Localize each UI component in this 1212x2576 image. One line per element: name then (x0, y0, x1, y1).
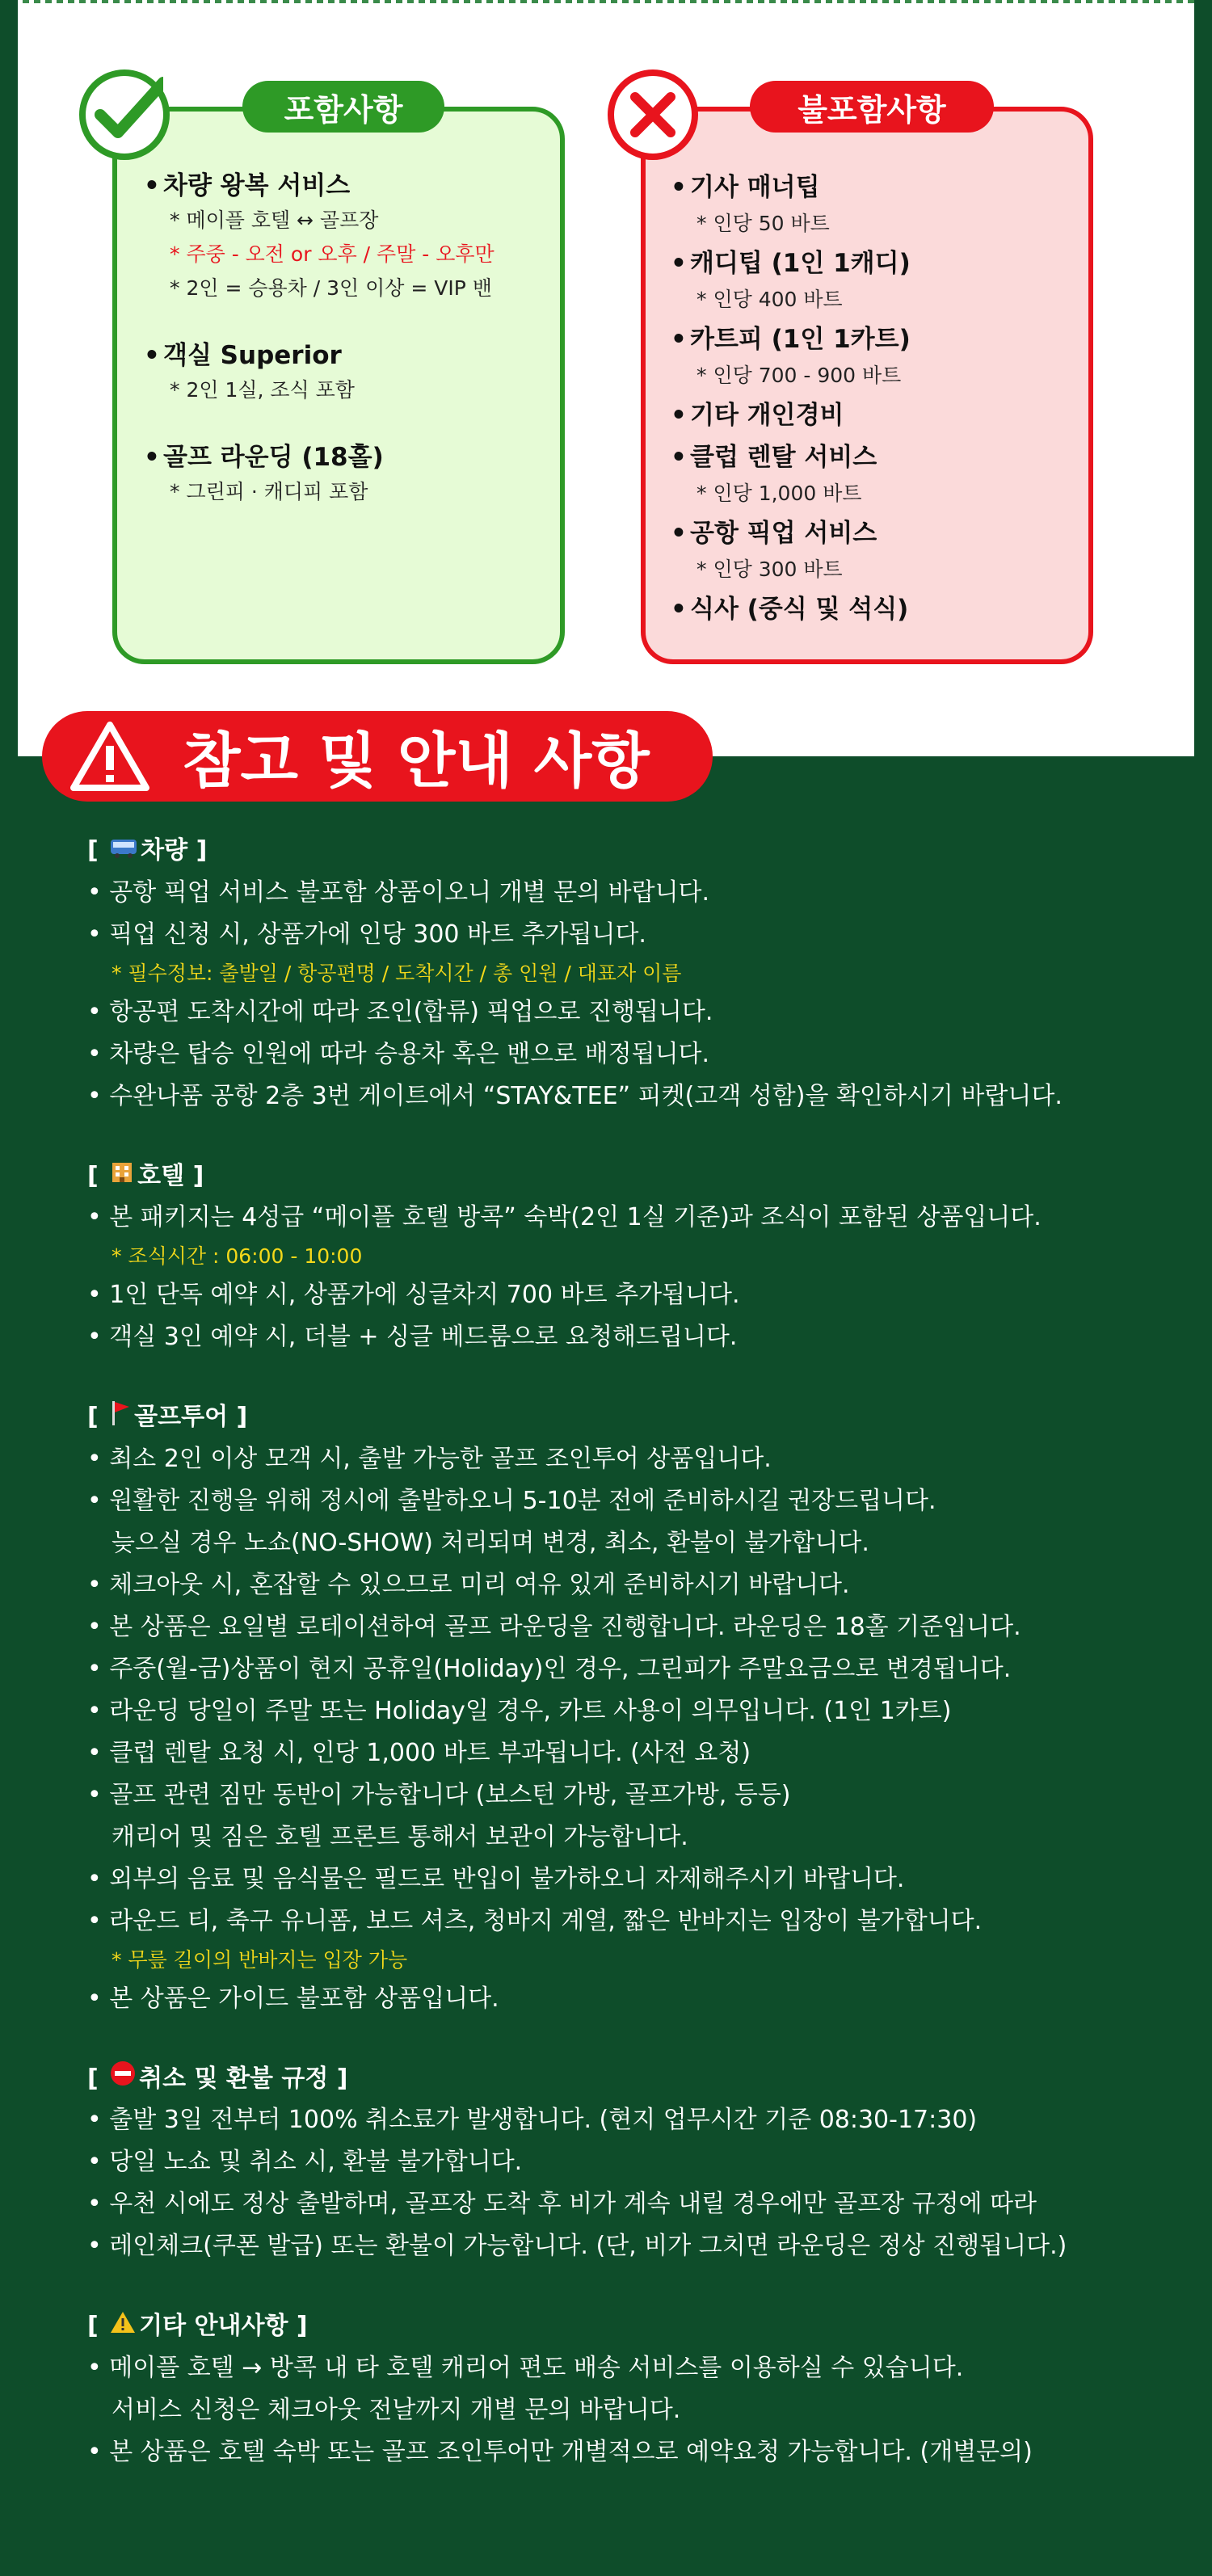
excluded-item (671, 396, 1042, 435)
hotel-icon (110, 1156, 134, 1197)
notice-line: • 골프 관련 짐만 동반이 가능합니다 (보스턴 가방, 골프가방, 등등) (87, 1780, 791, 1809)
included-item-detail: * 주중 - 오전 or 오후 / 주말 - 오후만 (170, 242, 494, 266)
included-item (144, 168, 548, 305)
included-item-detail: * 그린피 · 캐디피 포함 (170, 480, 368, 503)
section-gap (87, 2267, 1186, 2306)
banner-title: 참고 및 안내 사항 (183, 726, 650, 796)
notice-line: • 메이플 호텔 → 방콕 내 타 호텔 캐리어 편도 배송 서비스를 이용하실 수 있습니다. (87, 2353, 964, 2382)
excluded-list (671, 168, 1042, 632)
notice-line-continued: 서비스 신청은 체크아웃 전날까지 개별 문의 바랍니다. (112, 2395, 681, 2424)
check-icon (79, 69, 170, 160)
notice-note: * 무릎 길이의 반바지는 입장 가능 (112, 1947, 408, 1972)
notice-line: • 차량은 탑승 인원에 따라 승용차 혹은 밴으로 배정됩니다. (87, 1039, 710, 1068)
included-item-label: 차량 왕복 서비스 (163, 171, 351, 200)
warning-icon (110, 2307, 136, 2347)
included-item-detail: * 2인 1실, 조식 포함 (170, 378, 355, 402)
included-item (144, 440, 548, 509)
excluded-item-detail: * 인당 400 바트 (696, 288, 843, 311)
notice-note: * 조식시간 : 06:00 - 10:00 (112, 1244, 363, 1268)
no-entry-icon (110, 2059, 136, 2099)
flag-icon (110, 1398, 131, 1438)
right-edge (1194, 0, 1212, 756)
notice-line: • 라운딩 당일이 주말 또는 Holiday일 경우, 카트 사용이 의무입니다. (1인 1카트) (87, 1696, 952, 1725)
bullet: • (144, 341, 160, 370)
section-gap (87, 1118, 1186, 1156)
excluded-item-label: 기타 개인경비 (690, 401, 844, 430)
notice-line: • 픽업 신청 시, 상품가에 인당 300 바트 추가됩니다. (87, 920, 646, 949)
included-item-detail: * 메이플 호텔 ↔ 골프장 (170, 208, 379, 232)
excluded-item (671, 320, 1042, 393)
notice-line-continued: 캐리어 및 짐은 호텔 프론트 통해서 보관이 가능합니다. (112, 1822, 688, 1851)
warning-icon (69, 720, 150, 793)
bus-icon (110, 831, 137, 872)
bullet: • (144, 171, 160, 200)
notice-line: • 당일 노쇼 및 취소 시, 환불 불가합니다. (87, 2148, 523, 2176)
bullet: • (671, 325, 687, 354)
bracket-close: ] (288, 2312, 308, 2340)
section-title-label: 취소 및 환불 규정 (139, 2064, 329, 2093)
excluded-item-title (671, 514, 1042, 553)
notice-line: • 외부의 음료 및 음식물은 필드로 반입이 불가하오니 자제해주시기 바랍니다. (87, 1864, 905, 1893)
left-edge (0, 0, 18, 756)
notice-line: • 체크아웃 시, 혼잡할 수 있으므로 미리 여유 있게 준비하시기 바랍니다. (87, 1570, 850, 1599)
notice-line: • 본 상품은 가이드 불포함 상품입니다. (87, 1984, 499, 2013)
excluded-item (671, 168, 1042, 241)
section-title (87, 1156, 1186, 1198)
notice-line: • 수완나품 공항 2층 3번 게이트에서 “STAY&TEE” 피켓(고객 성함)을 확인하시기 바랍니다. (87, 1081, 1063, 1110)
notice-note: * 필수정보: 출발일 / 항공편명 / 도착시간 / 총 인원 / 대표자 이름 (112, 961, 682, 985)
section-title-label: 차량 (141, 836, 188, 865)
bracket-open: [ (87, 1403, 107, 1431)
excluded-item-title (671, 396, 1042, 435)
excluded-item-title (671, 590, 1042, 629)
bullet: • (671, 595, 687, 624)
excluded-item-title (671, 438, 1042, 477)
bullet: • (144, 443, 160, 472)
notice-line: • 객실 3인 예약 시, 더블 + 싱글 베드룸으로 요청해드립니다. (87, 1323, 738, 1351)
notice-line: • 레인체크(쿠폰 발급) 또는 환불이 가능합니다. (단, 비가 그치면 라운딩은 정상 진행됩니다.) (87, 2232, 1067, 2260)
notice-line: • 본 상품은 호텔 숙박 또는 골프 조인투어만 개별적으로 예약요청 가능합니다. (개별문의) (87, 2437, 1033, 2466)
excluded-item-label: 캐디팁 (1인 1캐디) (690, 249, 911, 278)
bullet: • (671, 519, 687, 548)
section-title (87, 2306, 1186, 2347)
excluded-item-title (671, 244, 1042, 283)
bracket-open: [ (87, 2312, 107, 2340)
excluded-item-label: 기사 매너팁 (690, 173, 820, 202)
included-list (144, 168, 548, 541)
excluded-badge: 불포함사항 (750, 81, 994, 133)
excluded-item-label: 클럽 렌탈 서비스 (690, 443, 877, 472)
included-item-detail: * 2인 = 승용차 / 3인 이상 = VIP 밴 (170, 276, 492, 300)
section-title (87, 831, 1186, 872)
excluded-item-detail: * 인당 300 바트 (696, 558, 843, 581)
excluded-item (671, 438, 1042, 511)
notice-line: • 우천 시에도 정상 출발하며, 골프장 도착 후 비가 계속 내릴 경우에만 골프장 규정에 따라 (87, 2190, 1037, 2218)
bullet: • (671, 401, 687, 430)
excluded-item-label: 식사 (중식 및 석식) (690, 595, 909, 624)
notice-line: • 최소 2인 이상 모객 시, 출발 가능한 골프 조인투어 상품입니다. (87, 1444, 772, 1473)
top-border (0, 0, 1212, 3)
notice-line: • 주중(월-금)상품이 현지 공휴일(Holiday)인 경우, 그린피가 주말요금으로 변경됩니다. (87, 1654, 1012, 1683)
bullet: • (671, 173, 687, 202)
notice-line: • 본 패키지는 4성급 “메이플 호텔 방콕” 숙박(2인 1실 기준)과 조식이 포함된 상품입니다. (87, 1203, 1042, 1231)
x-icon (608, 69, 698, 160)
bracket-close: ] (228, 1403, 248, 1431)
excluded-item (671, 244, 1042, 317)
section-title-label: 골프투어 (134, 1403, 229, 1431)
included-item-title (144, 168, 548, 204)
included-item-label: 골프 라운딩 (18홀) (163, 443, 384, 472)
bracket-close: ] (328, 2064, 348, 2093)
notice-line: • 라운드 티, 축구 유니폼, 보드 셔츠, 청바지 계열, 짧은 반바지는 입장이 불가합니다. (87, 1906, 983, 1935)
bracket-open: [ (87, 1161, 107, 1190)
excluded-item-label: 카트피 (1인 1카트) (690, 325, 911, 354)
section-title-label: 호텔 (137, 1161, 185, 1190)
excluded-item-detail: * 인당 700 - 900 바트 (696, 364, 902, 387)
excluded-item-title (671, 320, 1042, 359)
top-section (0, 0, 1212, 756)
excluded-item-detail: * 인당 1,000 바트 (696, 482, 862, 505)
bracket-open: [ (87, 2064, 107, 2093)
section-gap (87, 1358, 1186, 1397)
bullet: • (671, 443, 687, 472)
notice-line: • 본 상품은 요일별 로테이션하여 골프 라운딩을 진행합니다. 라운딩은 18홀 기준입니다. (87, 1612, 1021, 1641)
notice-line: • 1인 단독 예약 시, 상품가에 싱글차지 700 바트 추가됩니다. (87, 1281, 740, 1309)
bracket-close: ] (187, 836, 208, 865)
bracket-close: ] (184, 1161, 204, 1190)
included-item (144, 338, 548, 407)
section-title-label: 기타 안내사항 (139, 2312, 288, 2340)
excluded-item-detail: * 인당 50 바트 (696, 212, 830, 235)
included-badge: 포함사항 (242, 81, 444, 133)
notice-line: • 클럽 렌탈 요청 시, 인당 1,000 바트 부과됩니다. (사전 요청) (87, 1738, 751, 1767)
excluded-item (671, 514, 1042, 587)
notice-content (87, 831, 1186, 2473)
bracket-open: [ (87, 836, 107, 865)
section-title (87, 2059, 1186, 2100)
notice-line: • 원활한 진행을 위해 정시에 출발하오니 5-10분 전에 준비하시길 권장드립니다. (87, 1486, 936, 1515)
notice-line: • 공항 픽업 서비스 불포함 상품이오니 개별 문의 바랍니다. (87, 878, 710, 907)
excluded-item-label: 공항 픽업 서비스 (690, 519, 877, 548)
included-item-label: 객실 Superior (163, 341, 342, 370)
excluded-item-title (671, 168, 1042, 207)
included-item-title (144, 338, 548, 373)
notice-line-continued: 늦으실 경우 노쇼(NO-SHOW) 처리되며 변경, 최소, 환불이 불가합니다. (112, 1528, 869, 1557)
section-title (87, 1397, 1186, 1438)
section-gap (87, 2020, 1186, 2059)
included-item-title (144, 440, 548, 475)
bullet: • (671, 249, 687, 278)
notice-line: • 출발 3일 전부터 100% 취소료가 발생합니다. (현지 업무시간 기준 08:30-17:30) (87, 2106, 978, 2134)
excluded-item (671, 590, 1042, 629)
notice-banner (42, 711, 713, 802)
notice-line: • 항공편 도착시간에 따라 조인(합류) 픽업으로 진행됩니다. (87, 997, 713, 1026)
